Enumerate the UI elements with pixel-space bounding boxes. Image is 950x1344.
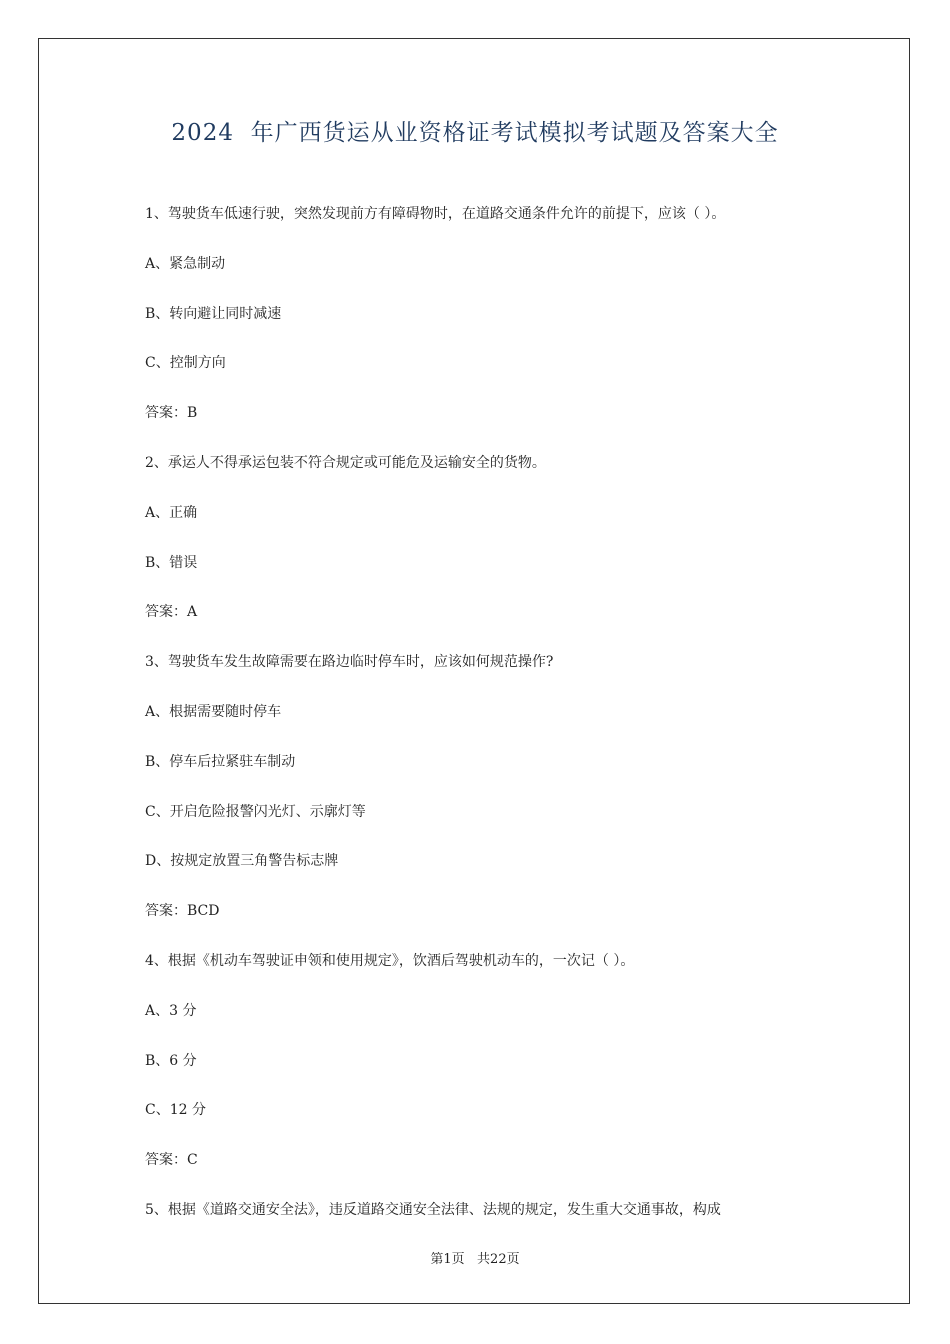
question-3-text: 3、驾驶货车发生故障需要在路边临时停车时，应该如何规范操作? xyxy=(145,654,554,671)
question-4-option-b: B、6 分 xyxy=(145,1052,197,1069)
question-3-option-c: C、开启危险报警闪光灯、示廓灯等 xyxy=(145,803,366,820)
question-1-answer: 答案：B xyxy=(145,405,198,422)
question-list xyxy=(145,202,845,1248)
question-1-option-b: B、转向避让同时减速 xyxy=(145,305,282,322)
question-4-text: 4、根据《机动车驾驶证申领和使用规定》，饮酒后驾驶机动车的，一次记（ ）。 xyxy=(145,952,635,969)
question-3-answer: 答案：BCD xyxy=(145,903,220,920)
question-3-option-d: D、按规定放置三角警告标志牌 xyxy=(145,853,339,870)
question-2-text: 2、承运人不得承运包装不符合规定或可能危及运输安全的货物。 xyxy=(145,454,546,471)
question-1-text: 1、驾驶货车低速行驶，突然发现前方有障碍物时，在道路交通条件允许的前提下，应该（ ）。 xyxy=(145,206,726,222)
question-3-option-a: A、根据需要随时停车 xyxy=(145,703,282,720)
question-4-option-c: C、12 分 xyxy=(145,1102,206,1119)
question-1-option-a: A、紧急制动 xyxy=(145,255,226,272)
question-3-option-b: B、停车后拉紧驻车制动 xyxy=(145,753,296,770)
question-2-answer: 答案：A xyxy=(145,604,198,621)
question-1-option-c: C、控制方向 xyxy=(145,355,226,372)
page-number-footer: 第1页 共22页 xyxy=(430,1252,520,1267)
question-2-option-a: A、正确 xyxy=(145,504,198,521)
question-5-text: 5、根据《道路交通安全法》，违反道路交通安全法律、法规的规定，发生重大交通事故，构成 xyxy=(145,1201,721,1218)
question-2-option-b: B、错误 xyxy=(145,554,198,571)
question-4-option-a: A、3 分 xyxy=(145,1002,197,1019)
document-title: 2024 年广西货运从业资格证考试模拟考试题及答案大全 xyxy=(171,120,779,146)
question-4-answer: 答案：C xyxy=(145,1152,198,1169)
